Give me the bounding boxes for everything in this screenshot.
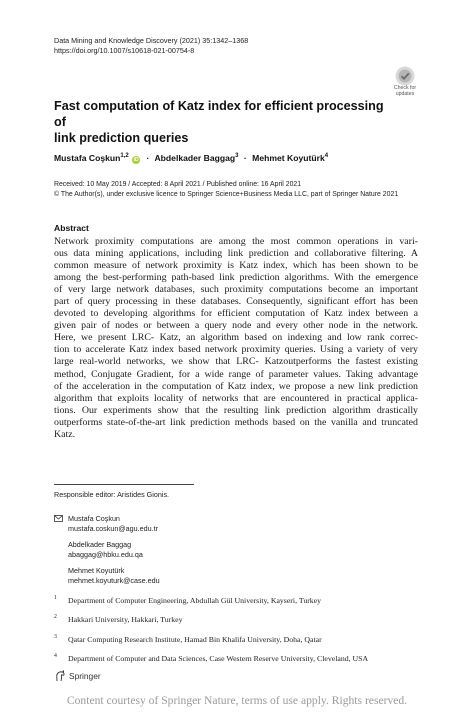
- title-line-1: Fast computation of Katz index for efficient processing of: [54, 99, 384, 129]
- abstract-line: of very large network databases, such proximity computations become an important: [54, 284, 418, 296]
- abstract-line: outperforms state-of-the-art link prediction methods based on the vanilla and truncated: [54, 416, 418, 428]
- check-for-updates-icon: [395, 66, 415, 86]
- abstract-body: [54, 236, 418, 441]
- contact-entry: [54, 514, 160, 533]
- contact-name: Abdelkader Baggag: [68, 540, 132, 550]
- contact-entry: [54, 566, 160, 585]
- courtesy-notice: Content courtesy of Springer Nature, terms of use apply. Rights reserved.: [66, 694, 408, 707]
- affiliation-entry: [54, 615, 368, 634]
- affiliation-number: 1: [54, 595, 57, 601]
- affiliation-text: Department of Computer Engineering, Abdullah Gül University, Kayseri, Turkey: [68, 596, 322, 605]
- abstract-line: algorithm that exploits locality of networks that are encountered in practical applica-: [54, 392, 418, 404]
- author-affiliation-marker: 3: [235, 153, 239, 159]
- author-separator: ·: [243, 152, 247, 163]
- affiliations: [54, 596, 368, 673]
- affiliation-number: 3: [54, 633, 57, 640]
- affiliation-text: Department of Computer and Data Sciences, Case Western Reserve University, Cleveland, USA: [68, 653, 369, 663]
- affiliation-text: Hakkari University, Hakkari, Turkey: [68, 615, 183, 625]
- envelope-icon: [54, 515, 63, 522]
- journal-citation: Data Mining and Knowledge Discovery (2021) 35:1342–1368: [54, 36, 249, 45]
- author-name[interactable]: Mehmet Koyutürk: [252, 152, 325, 163]
- contact-name: Mustafa Coşkun: [68, 514, 120, 523]
- check-for-updates-label: Check for updates: [393, 85, 417, 97]
- affiliation-number: 4: [54, 652, 57, 659]
- affiliation-number: 2: [54, 614, 57, 621]
- article-title: [54, 98, 394, 146]
- affiliation-entry: [54, 654, 368, 673]
- abstract-line: given pair of nodes or between a query node and every other node in the network.: [54, 320, 418, 332]
- contact-entry: [54, 540, 160, 559]
- abstract-line: Here, we present LRC- Katz, an algorithm based on indexing and low rank correc-: [54, 332, 418, 344]
- abstract-line: Katz.: [54, 428, 76, 440]
- corresponding-contacts: [54, 514, 160, 593]
- copyright-line: © The Author(s), under exclusive licence to Springer Science+Business Media LLC, part of Springer Nature 2021: [54, 190, 399, 198]
- affiliation-entry: [54, 635, 368, 654]
- responsible-editor: Responsible editor: Aristides Gionis.: [54, 490, 170, 499]
- check-for-updates-badge[interactable]: [388, 66, 422, 100]
- publisher-name: Springer: [69, 671, 101, 681]
- author-list: [54, 150, 328, 164]
- contact-name: Mehmet Koyutürk: [68, 566, 125, 576]
- abstract-line: common measure of network proximity is Katz index, which has been shown to be: [54, 260, 418, 272]
- author-name[interactable]: Abdelkader Baggag: [154, 152, 236, 163]
- contact-email[interactable]: mustafa.coskun@agu.edu.tr: [68, 523, 159, 533]
- author-affiliation-marker: 1,2: [120, 153, 129, 159]
- abstract-line: of the acceleration in the computation of Katz index, we propose a new link prediction: [54, 380, 418, 392]
- abstract-line: method, Conjugate Gradient, for a wide range of parameter values. Taking advantage: [54, 368, 418, 380]
- author-name[interactable]: Mustafa Coşkun: [54, 152, 121, 163]
- abstract-line: large real-world networks, we show that LRC- Katzoutperforms the fastest existing: [54, 356, 418, 368]
- abstract-line: tion to accelerate Katz index based network proximity queries. Using a variety of very: [54, 344, 418, 356]
- contact-email[interactable]: abaggag@hbku.edu.qa: [68, 549, 143, 559]
- footnote-rule: [54, 484, 194, 485]
- author-separator: ·: [146, 152, 150, 163]
- contact-email[interactable]: mehmet.koyuturk@case.edu: [68, 575, 160, 585]
- abstract-line: among the best-performing path-based link prediction algorithms. With the emergence: [54, 272, 418, 284]
- received-accepted-line: Received: 10 May 2019 / Accepted: 8 April 2021 / Published online: 16 April 2021: [54, 181, 302, 188]
- journal-header: [54, 36, 248, 56]
- abstract-line: part of query processing in these databases. Consequently, significant effort has been: [54, 296, 418, 308]
- author-affiliation-marker: 4: [324, 153, 329, 159]
- title-line-2: link prediction queries: [54, 131, 189, 145]
- publisher-logo: [54, 670, 101, 682]
- springer-horse-logo-icon: [54, 670, 66, 682]
- abstract-line: Network proximity computations are among the most common operations in vari-: [54, 236, 418, 247]
- publication-dates: [54, 180, 398, 199]
- affiliation-entry: [54, 596, 368, 615]
- abstract-heading: Abstract: [54, 223, 89, 233]
- abstract-line: ous data mining applications, including link prediction and collaborative filtering. A: [54, 248, 418, 260]
- abstract-line: tions. Our experiments show that the resulting link prediction algorithm drastically: [54, 404, 418, 416]
- affiliation-text: Qatar Computing Research Institute, Hamad Bin Khalifa University, Doha, Qatar: [68, 634, 322, 644]
- abstract-line: devoted to developing algorithms for efficient computation of Katz index between a: [54, 308, 418, 320]
- doi-link[interactable]: https://doi.org/10.1007/s10618-021-00754-8: [54, 46, 195, 55]
- orcid-icon[interactable]: iD: [133, 156, 139, 163]
